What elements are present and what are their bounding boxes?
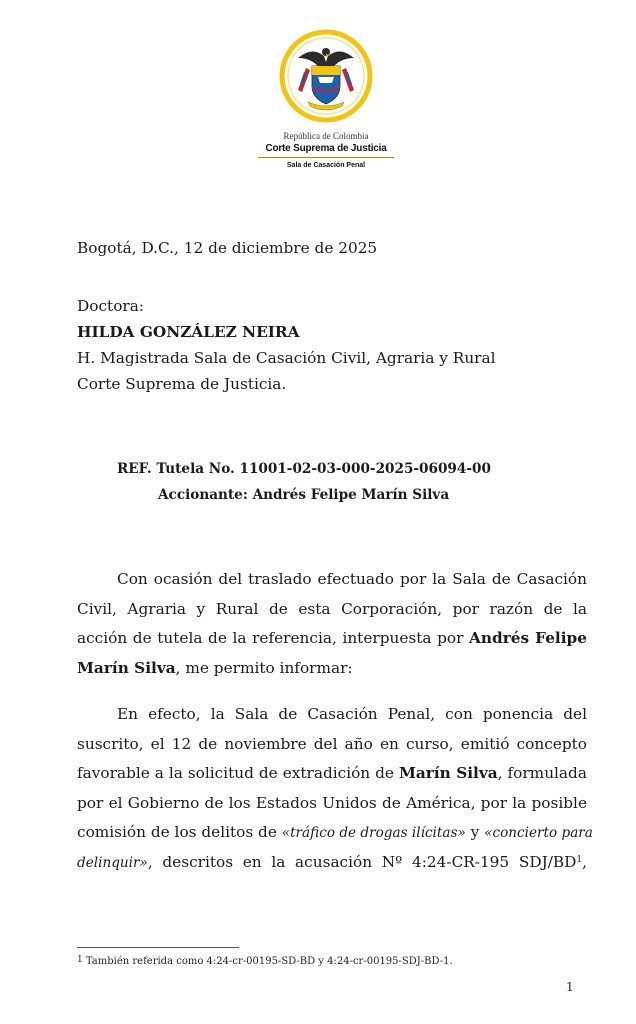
republic-label: República de Colombia bbox=[283, 131, 369, 141]
paragraph-1-line-4 bbox=[77, 654, 587, 684]
recipient-name: HILDA GONZÁLEZ NEIRA bbox=[77, 323, 300, 341]
header-divider bbox=[258, 157, 394, 158]
paragraph-1-line-3 bbox=[77, 624, 587, 654]
paragraph-2 bbox=[77, 700, 593, 877]
paragraph-2-line-2: suscrito, el 12 de noviembre del año en curso, emitió concepto bbox=[77, 734, 587, 753]
crime-1: «tráfico de drogas ilícitas» bbox=[281, 825, 466, 841]
paragraph-1-line-2: Civil, Agraria y Rural de esta Corporación, por razón de la bbox=[77, 599, 587, 618]
paragraph-2-line-4: por el Gobierno de los Estados Unidos de América, por la posible bbox=[77, 793, 587, 812]
footnote-divider bbox=[77, 947, 239, 948]
plaintiff-line: Accionante: Andrés Felipe Marín Silva bbox=[158, 487, 450, 503]
page-number: 1 bbox=[566, 980, 574, 994]
footnote-mark: 1 bbox=[77, 955, 83, 965]
text-run: favorable a la solicitud de extradición de bbox=[77, 764, 399, 782]
salutation: Doctora: bbox=[77, 297, 144, 315]
text-run: , formulada bbox=[497, 764, 587, 782]
recipient-institution: Corte Suprema de Justicia. bbox=[77, 375, 287, 393]
paragraph-1-line-1: Con ocasión del traslado efectuado por la Sala de Casación bbox=[117, 570, 587, 588]
recipient-title: H. Magistrada Sala de Casación Civil, Agraria y Rural bbox=[77, 349, 496, 367]
text-run: y bbox=[465, 823, 485, 841]
coat-of-arms-icon bbox=[278, 28, 374, 124]
paragraph-1 bbox=[77, 565, 587, 683]
text-run: , descritos en la acusación Nº 4:24-CR-195 SDJ/BD bbox=[147, 852, 577, 871]
institution-header bbox=[258, 130, 394, 170]
plaintiff-surname: Marín Silva bbox=[398, 764, 498, 782]
paragraph-2-line-6 bbox=[77, 848, 587, 878]
crime-2-part-1: «concierto para bbox=[484, 825, 593, 841]
chamber-label: Sala de Casación Penal bbox=[286, 162, 366, 169]
paragraph-2-line-3 bbox=[77, 759, 587, 789]
text-run: comisión de los delitos de bbox=[77, 823, 282, 841]
court-label: Corte Suprema de Justicia bbox=[265, 143, 387, 154]
paragraph-2-line-5 bbox=[77, 818, 593, 848]
paragraph-2-line-1: En efecto, la Sala de Casación Penal, con ponencia del bbox=[117, 705, 587, 723]
plaintiff-surname: Marín Silva bbox=[77, 658, 176, 677]
text-run: , me permito informar: bbox=[175, 658, 353, 677]
footnote-reference[interactable]: 1 bbox=[576, 854, 583, 865]
crime-2-part-2: delinquir» bbox=[77, 854, 148, 871]
footnote-text: También referida como 4:24-cr-00195-SD-BD y 4:24-cr-00195-SDJ-BD-1. bbox=[82, 956, 453, 967]
footnote bbox=[77, 955, 453, 969]
text-run: acción de tutela de la referencia, interpuesta por bbox=[77, 629, 470, 647]
text-run: , bbox=[582, 852, 587, 871]
plaintiff-name: Andrés Felipe bbox=[469, 629, 587, 647]
date-line: Bogotá, D.C., 12 de diciembre de 2025 bbox=[77, 239, 378, 257]
reference-line: REF. Tutela No. 11001-02-03-000-2025-06094-00 bbox=[117, 461, 491, 477]
